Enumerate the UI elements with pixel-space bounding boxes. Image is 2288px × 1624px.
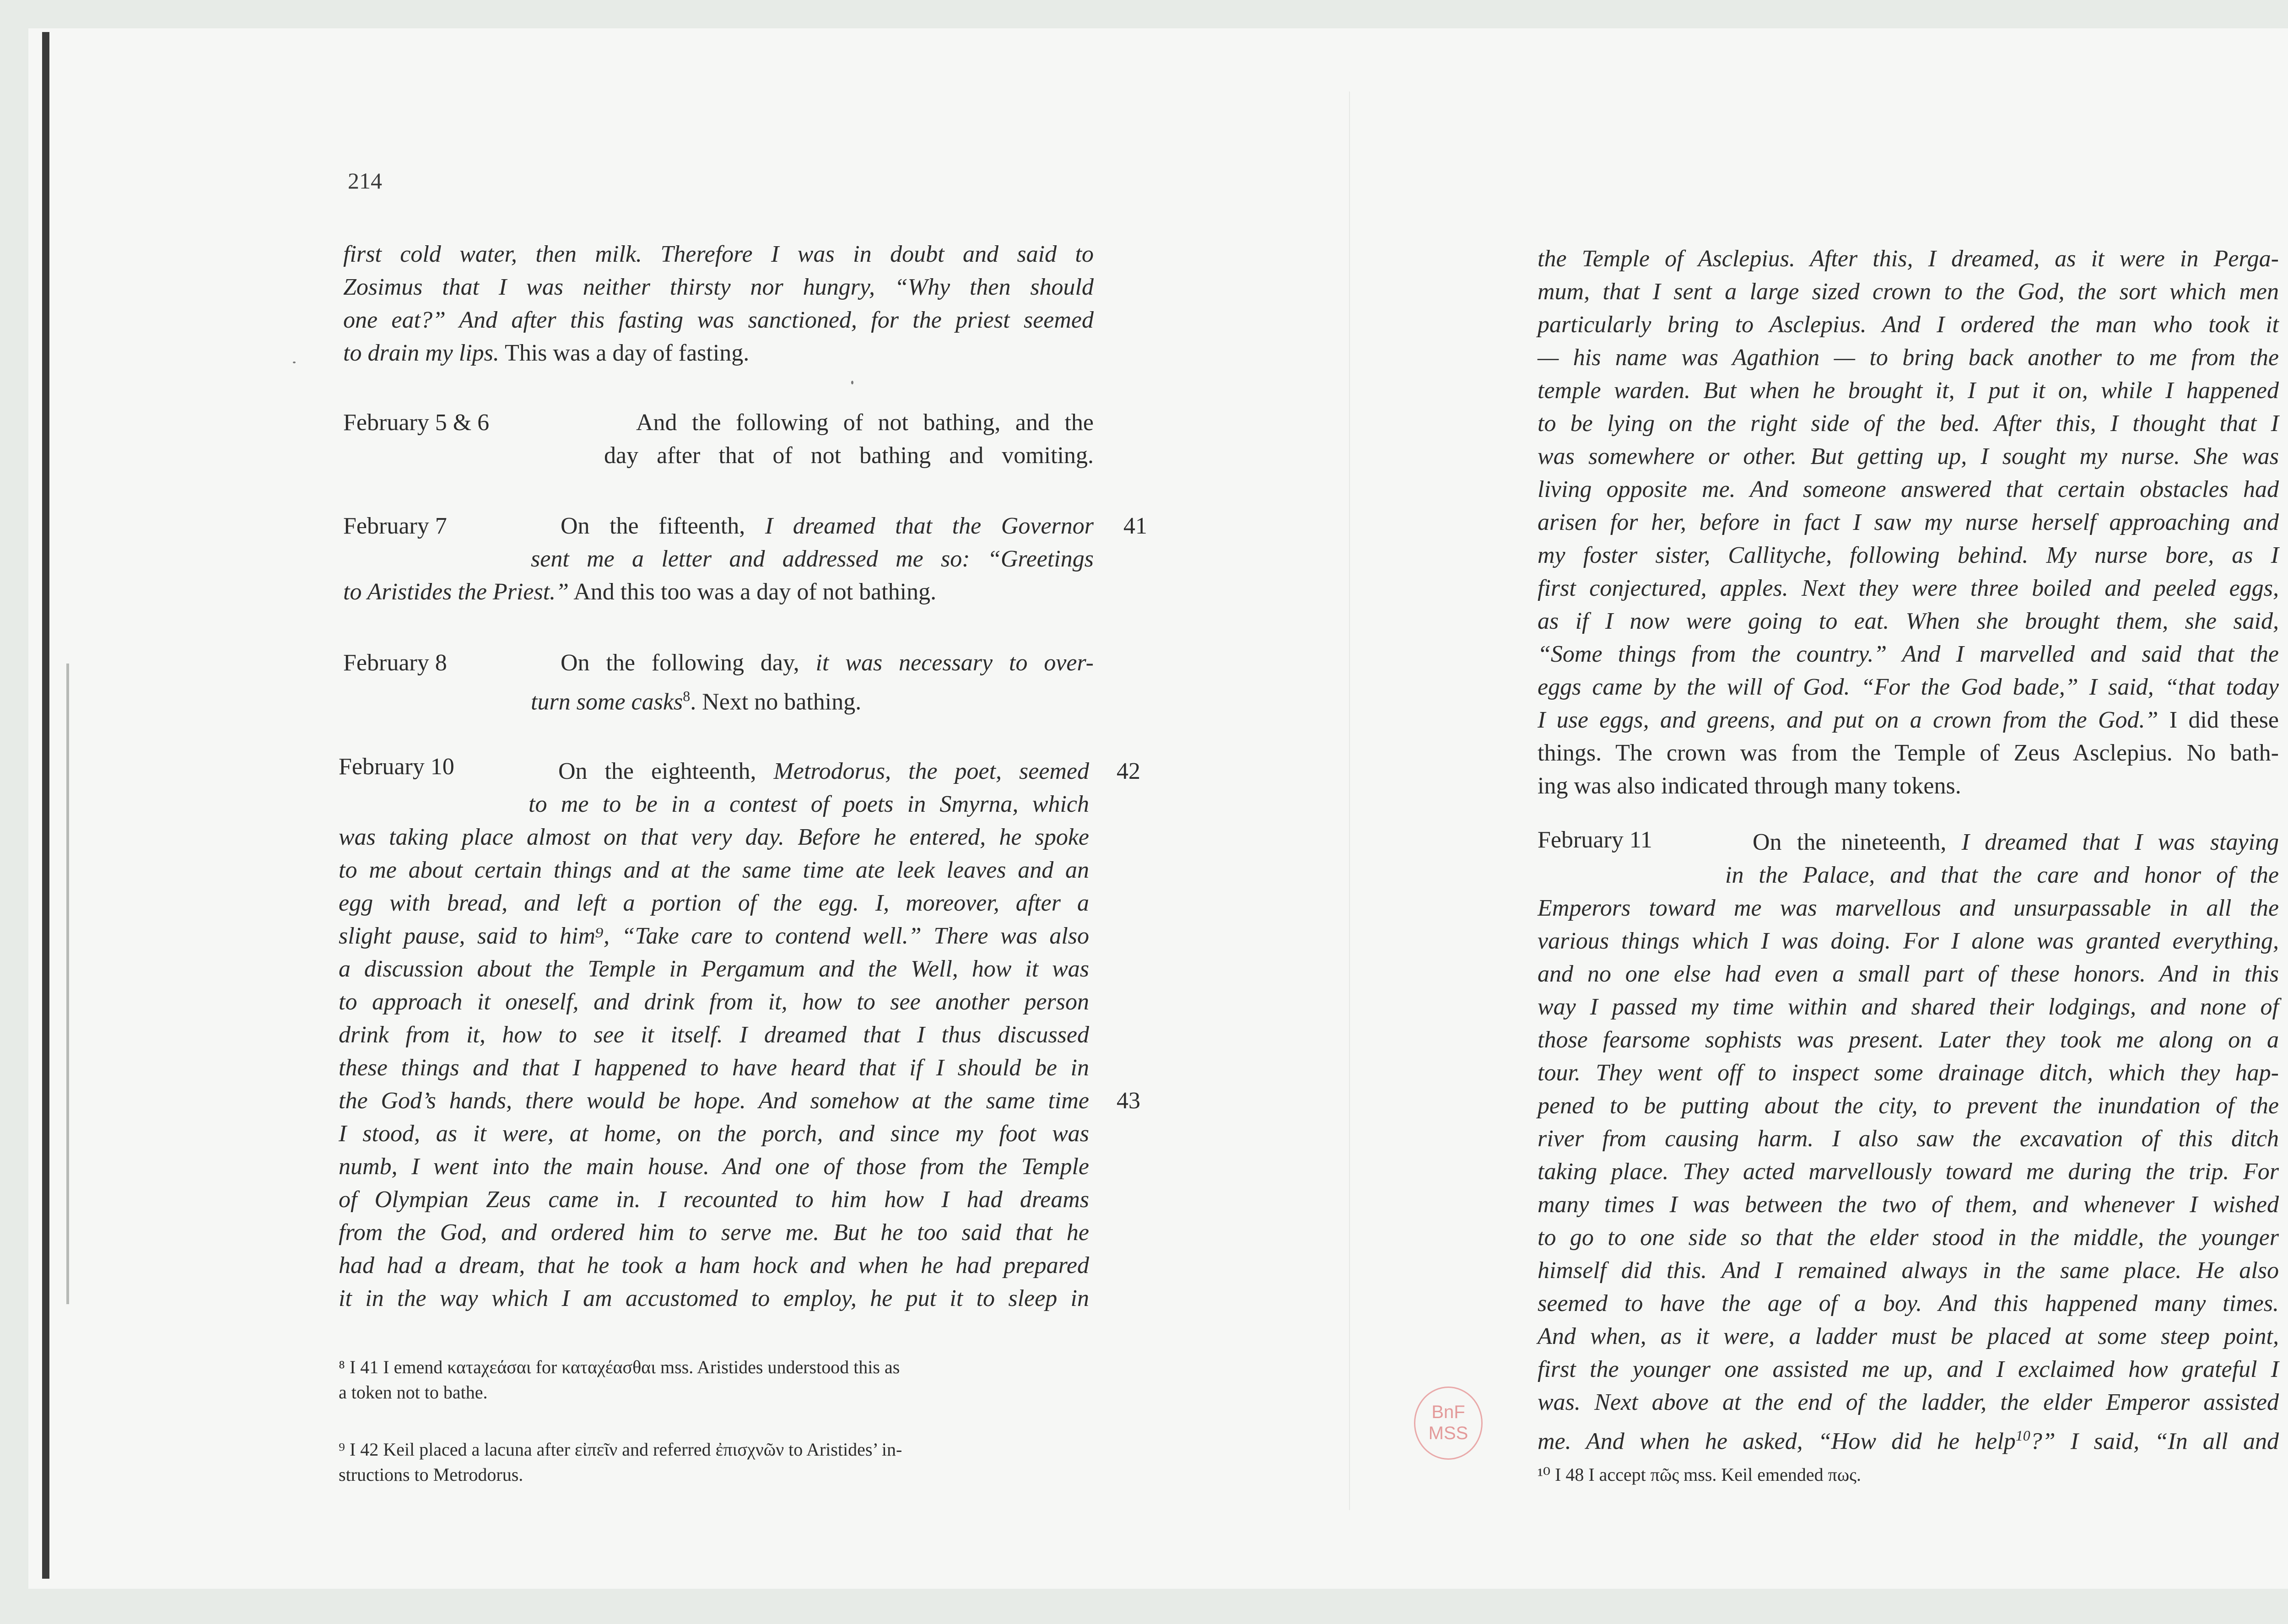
- footnote: ⁸ I 41 I emend κατaχεάσαι for καταχέασθαι mss. Aristides understood this as a token not to bathe.: [339, 1357, 900, 1403]
- entry-text: And the following of not bathing, and the day after that of not bathing and vomiting.: [604, 410, 1094, 469]
- right-paragraph-1: the Temple of Asclepius. After this, I dreamed, as it were in Perga- mum, that I sent a large sized crown to the God, the sort which men particularly bring to Asclepius. And I ordered the man who took it — his name was Agathion — to bring back another to me from the temple warden. But when he brought it, I put it on, while I happened to be lying on the right side of the bed. After this, I thought that I was somewhere or other. But getting up, I sought my nurse. She was living opposite me. And someone answered that certain obstacles had arisen for her, before in fact I saw my nurse herself approaching and my foster sister, Callityche, following behind. My nurse bore, as I first conjectured, apples. Next they were three boiled and peeled eggs, as if I now were going to eat. When she brought them, she said, “Some things from the country.” And I marvelled and said that the eggs came by the will of God. “For the God bade,” I said, “that today I use eggs, and greens, and put on a crown from the God.” I did these things. The crown was from the Temple of Zeus Asclepius. No bath- ing was also indicated through many tokens.: [1538, 246, 2279, 799]
- page-number-left: 214: [348, 168, 382, 194]
- margin-number: 43: [1117, 1088, 1140, 1114]
- page-fold: [1349, 92, 1350, 1510]
- entry-text: On the eighteenth, Metrodorus, the poet, seemed to me to be in a contest of poets in Smyrna, which was taking place almost on that very day. Before he entered, he spoke to me about certain things and at the same time ate leek leaves and an egg with bread, and left a portion of the egg. I, moreover, after a slight pause, said to him⁹, “Take care to contend well.” There was also a discussion about the Temple in Pergamum and the Well, how it was to approach it oneself, and drink from it, how to see another person drink from it, how to see it itself. I dreamed that I thus discussed these things and that I happened to have heard that if I should be in the God’s hands, there would be hope. And somehow at the same time I stood, as it were, at home, on the porch, and since my foot was numb, I went into the main house. And one of those from the Temple of Olympian Zeus came in. I recounted to him how I had dreams from the God, and ordered him to serve me. But he too said that he had had a dream, that he took a ham hock and when he had prepared it in the way which I am accustomed to employ, he put it to sleep in: [339, 758, 1089, 1311]
- entry-text: On the nineteenth, I dreamed that I was staying in the Palace, and that the care and honor of the Emperors toward me was marvellous and unsurpassable in all the various things which I was doing. For I alone was granted everything, and no one else had even a small part of these honors. And in this way I passed my time within and shared their lodgings, and none of those fearsome sophists was present. Later they took me along on a tour. They went off to inspect some drainage ditch, which they hap- pened to be putting about the city, to prevent the inundation of the river from causing harm. I also saw the excavation of this ditch taking place. They acted marvellously toward me during the trip. For many times I was between the two of them, and whenever I wished to go to one side so that the elder stood in the middle, the younger himself did this. And I remained always in the same place. He also seemed to have the age of a boy. And this happened many times. And when, as it were, a ladder must be placed at some steep point, first the younger one assisted me up, and I exclaimed how grateful I was. Next above at the end of the ladder, the elder Emperor assisted me. And when he asked, “How did he help$^{10}$?” I said, “In all and: [1538, 829, 2279, 1455]
- margin-number: 41: [1123, 513, 1147, 539]
- footnote: ¹⁰ I 48 I accept πῶς mss. Keil emended πως.: [1538, 1464, 1862, 1485]
- entry-text: On the following day, it was necessary to over- turn some casks$^8$. Next no bathing.: [531, 650, 1094, 715]
- library-stamp: BnF MSS: [1414, 1387, 1483, 1460]
- binding-edge: [42, 32, 49, 1579]
- left-paragraph-1: first cold water, then milk. Therefore I was in doubt and said to Zosimus that I was neither thirsty nor hungry, “Why then should one eat?” And after this fasting was sanctioned, for the priest seemed to drain my lips. This was a day of fasting.: [343, 241, 1094, 366]
- footnote: ⁹ I 42 Keil placed a lacuna after εἰπεῖν and referred ἐπισχνῶν to Aristides’ in- structions to Metrodorus.: [339, 1439, 902, 1485]
- scan-speck: [851, 381, 853, 384]
- margin-number: 42: [1117, 758, 1140, 784]
- binding-shadow: [66, 664, 69, 1304]
- entry-text: On the fifteenth, I dreamed that the Governor sent me a letter and addressed me so: “Greetings to Aristides the Priest.” And this too was a day of not bathing.: [343, 513, 1094, 605]
- scan-speck: [293, 361, 296, 363]
- entry-date: February 11: [1538, 827, 1652, 853]
- entry-date: February 7: [343, 513, 447, 539]
- entry-date: February 10: [339, 754, 454, 780]
- entry-date: February 8: [343, 650, 447, 676]
- entry-date: February 5 & 6: [343, 410, 490, 436]
